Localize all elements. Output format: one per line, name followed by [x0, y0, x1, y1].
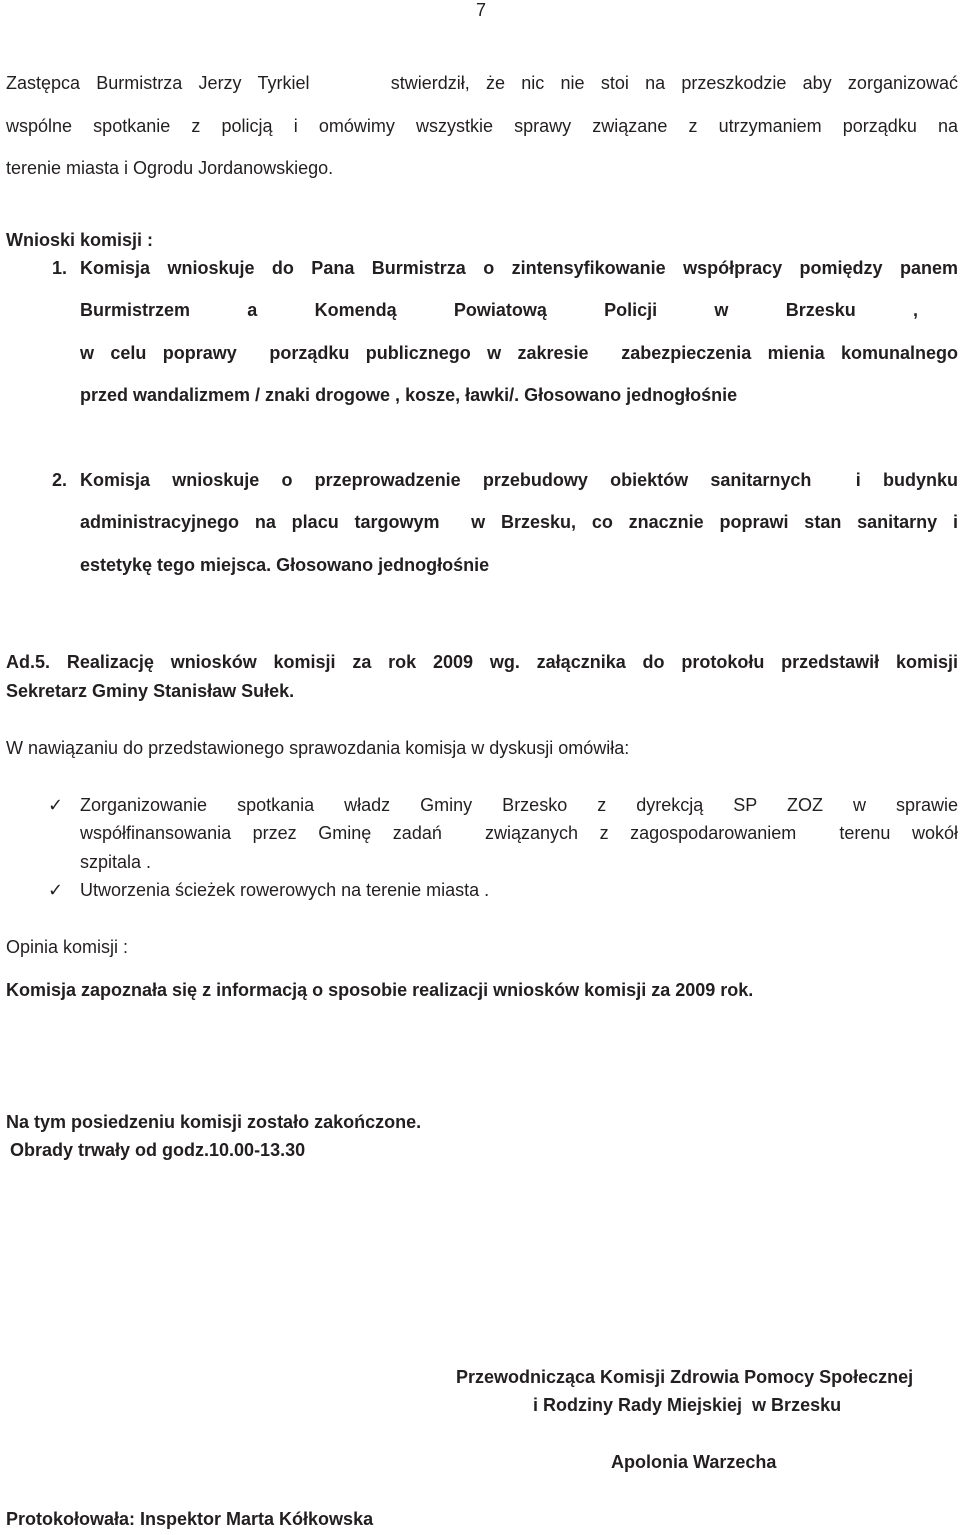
checklist-item-1-line-2: współfinansowania przez Gminę zadań związanych z zagospodarowaniem terenu wokół: [80, 823, 958, 843]
wniosek-2-line-1: Komisja wnioskuje o przeprowadzenie przebudowy obiektów sanitarnych i budynku: [80, 470, 958, 490]
checkmark-icon: ✓: [48, 795, 64, 816]
ad5-line-1: Ad.5. Realizację wniosków komisji za rok 2009 wg. załącznika do protokołu przedstawił komisji: [6, 652, 958, 672]
checklist-item-2: Utworzenia ścieżek rowerowych na terenie miasta .: [80, 880, 490, 900]
intro-line-3: terenie miasta i Ogrodu Jordanowskiego.: [6, 158, 334, 178]
wniosek-1-line-3: w celu poprawy porządku publicznego w zakresie zabezpieczenia mienia komunalnego: [80, 343, 958, 363]
signature-line-2: i Rodziny Rady Miejskiej w Brzesku: [533, 1395, 842, 1415]
opinia-text: Komisja zapoznała się z informacją o sposobie realizacji wniosków komisji za 2009 rok.: [6, 980, 754, 1000]
closing-line-2: Obrady trwały od godz.10.00-13.30: [10, 1140, 306, 1160]
signature-line-1: Przewodnicząca Komisji Zdrowia Pomocy Społecznej: [456, 1367, 914, 1387]
intro-line-2: wspólne spotkanie z policją i omówimy wszystkie sprawy związane z utrzymaniem porządku na: [6, 116, 958, 136]
page-number: 7: [476, 0, 487, 20]
wniosek-1-line-1: Komisja wnioskuje do Pana Burmistrza o zintensyfikowanie współpracy pomiędzy panem: [80, 258, 958, 278]
ad5-line-2: Sekretarz Gminy Stanisław Sułek.: [6, 681, 295, 701]
wnioski-heading: Wnioski komisji :: [6, 230, 154, 250]
nawiazanie-text: W nawiązaniu do przedstawionego sprawozdania komisja w dyskusji omówiła:: [6, 738, 630, 758]
wniosek-2-number: 2.: [52, 470, 68, 490]
checkmark-icon: ✓: [48, 880, 64, 901]
wniosek-1-number: 1.: [52, 258, 68, 278]
protokolowala-text: Protokołowała: Inspektor Marta Kółkowska: [6, 1509, 374, 1529]
opinia-heading: Opinia komisji :: [6, 937, 129, 957]
checklist-item-1-line-1: Zorganizowanie spotkania władz Gminy Brzesko z dyrekcją SP ZOZ w sprawie: [80, 795, 958, 815]
signature-name: Apolonia Warzecha: [611, 1452, 777, 1472]
closing-line-1: Na tym posiedzeniu komisji zostało zakończone.: [6, 1112, 422, 1132]
wniosek-2-line-3: estetykę tego miejsca. Głosowano jednogłośnie: [80, 555, 490, 575]
wniosek-1-line-4: przed wandalizmem / znaki drogowe , kosze, ławki/. Głosowano jednogłośnie: [80, 385, 738, 405]
wniosek-2-line-2: administracyjnego na placu targowym w Brzesku, co znacznie poprawi stan sanitarny i: [80, 512, 958, 532]
intro-line-1: Zastępca Burmistrza Jerzy Tyrkiel stwierdził, że nic nie stoi na przeszkodzie aby zorganizować: [6, 73, 958, 93]
checklist-item-1-line-3: szpitala .: [80, 852, 152, 872]
wniosek-1-line-2: Burmistrzem a Komendą Powiatową Policji w Brzesku ,: [80, 300, 918, 320]
